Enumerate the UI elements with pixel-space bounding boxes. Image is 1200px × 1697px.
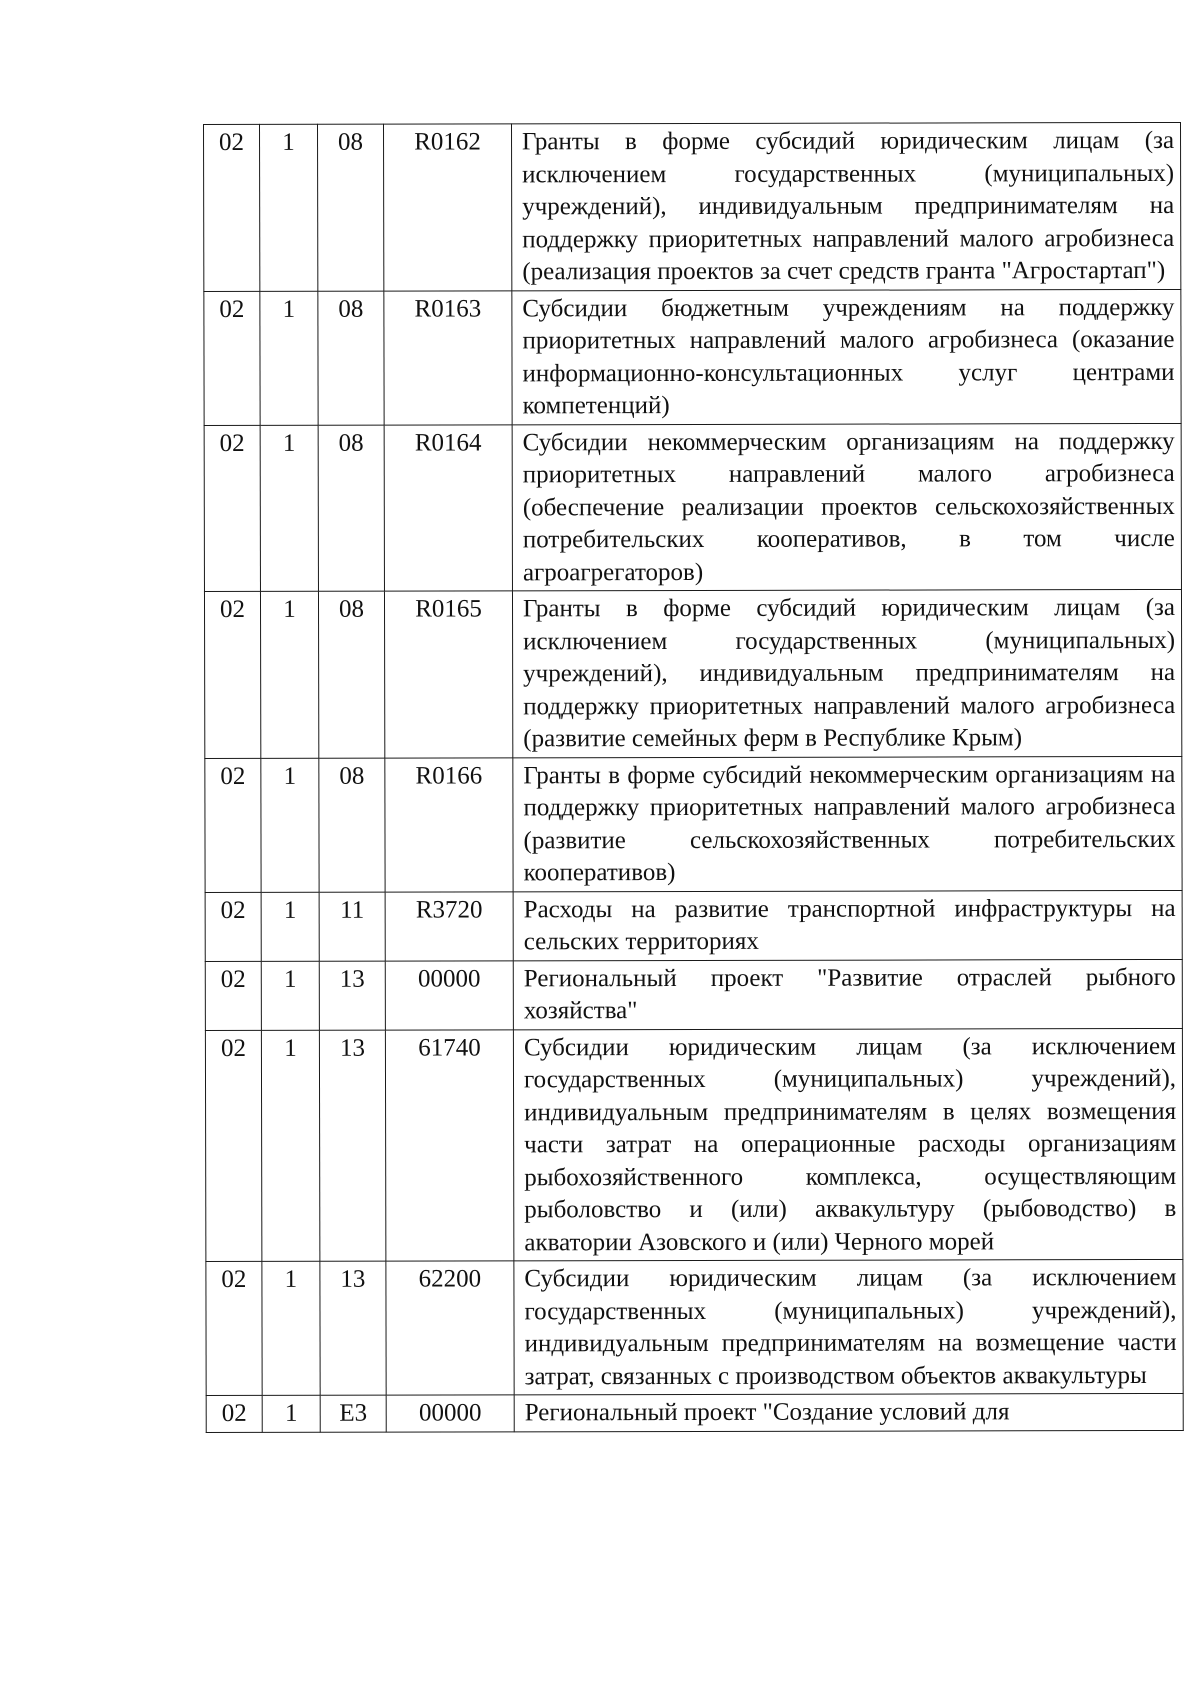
budget-code-table xyxy=(203,122,1184,1433)
direction-code-cell: R0162 xyxy=(384,124,512,291)
direction-code-cell: R0163 xyxy=(384,290,512,424)
subprogram-code-cell: 1 xyxy=(261,1030,319,1262)
table-row xyxy=(206,1393,1183,1432)
direction-code-cell: R0164 xyxy=(384,424,512,591)
subprogram-code-cell: 1 xyxy=(262,1395,320,1432)
direction-code-cell: R0166 xyxy=(385,757,513,891)
event-code-cell: 11 xyxy=(319,892,385,961)
program-code-cell: 02 xyxy=(204,124,260,291)
description-cell: Региональный проект "Создание условий для xyxy=(514,1393,1183,1431)
table-row xyxy=(206,1259,1183,1395)
table-row xyxy=(204,423,1181,592)
description-cell: Субсидии юридическим лицам (за исключением государственных (муниципальных) учреждений), индивидуальным предпринимателям на возмещение части затрат, связанных с производством объектов аквакультуры xyxy=(514,1259,1183,1394)
program-code-cell: 02 xyxy=(206,1261,262,1395)
direction-code-cell: 62200 xyxy=(386,1261,514,1395)
subprogram-code-cell: 1 xyxy=(260,124,318,291)
event-code-cell: 13 xyxy=(320,1261,386,1395)
description-cell: Расходы на развитие транспортной инфраструктуры на сельских территориях xyxy=(513,890,1182,960)
description-cell: Субсидии бюджетным учреждениям на поддержку приоритетных направлений малого агробизнеса (оказание информационно-консультационных услуг центрами компетенций) xyxy=(512,289,1181,424)
event-code-cell: 08 xyxy=(318,291,384,425)
table-row xyxy=(204,289,1181,425)
subprogram-code-cell: 1 xyxy=(260,291,318,425)
subprogram-code-cell: 1 xyxy=(261,961,319,1030)
table-row xyxy=(205,756,1182,892)
description-cell: Региональный проект "Развитие отраслей рыбного хозяйства" xyxy=(513,959,1182,1029)
direction-code-cell: R3720 xyxy=(385,891,513,960)
table-row xyxy=(204,122,1181,291)
table-row xyxy=(204,589,1181,758)
description-cell: Субсидии некоммерческим организациям на поддержку приоритетных направлений малого агробизнеса (обеспечение реализации проектов сельскохозяйственных потребительских кооперативов, в том числе агроагрегаторов) xyxy=(512,423,1181,591)
event-code-cell: 13 xyxy=(319,961,385,1030)
program-code-cell: 02 xyxy=(205,892,261,961)
subprogram-code-cell: 1 xyxy=(262,1261,320,1395)
description-cell: Гранты в форме субсидий юридическим лицам (за исключением государственных (муниципальных) учреждений), индивидуальным предпринимателям на поддержку приоритетных направлений малого агробизнеса (развитие семейных ферм в Республике Крым) xyxy=(512,589,1181,757)
event-code-cell: 08 xyxy=(318,591,384,758)
subprogram-code-cell: 1 xyxy=(260,591,318,758)
event-code-cell: 13 xyxy=(319,1030,385,1262)
table-row xyxy=(205,1028,1182,1262)
direction-code-cell: 00000 xyxy=(385,960,513,1029)
program-code-cell: 02 xyxy=(205,961,261,1030)
direction-code-cell: 00000 xyxy=(386,1395,514,1432)
description-cell: Субсидии юридическим лицам (за исключением государственных (муниципальных) учреждений), индивидуальным предпринимателям в целях возмещения части затрат на операционные расходы организациям рыбохозяйственного комплекса, осуществляющим рыболовство и (или) аквакультуру (рыбоводство) в акватории Азовского и (или) Черного морей xyxy=(513,1028,1182,1261)
description-cell: Гранты в форме субсидий юридическим лицам (за исключением государственных (муниципальных) учреждений), индивидуальным предпринимателям на поддержку приоритетных направлений малого агробизнеса (реализация проектов за счет средств гранта "Агростартап") xyxy=(512,122,1181,290)
program-code-cell: 02 xyxy=(204,291,260,425)
subprogram-code-cell: 1 xyxy=(261,892,319,961)
program-code-cell: 02 xyxy=(205,758,261,892)
event-code-cell: 08 xyxy=(318,425,384,592)
subprogram-code-cell: 1 xyxy=(260,425,318,592)
event-code-cell: 08 xyxy=(319,758,385,892)
program-code-cell: 02 xyxy=(204,425,260,592)
subprogram-code-cell: 1 xyxy=(261,758,319,892)
program-code-cell: 02 xyxy=(205,1030,261,1262)
description-cell: Гранты в форме субсидий некоммерческим организациям на поддержку приоритетных направлений малого агробизнеса (развитие сельскохозяйственных потребительских кооперативов) xyxy=(513,756,1182,891)
direction-code-cell: R0165 xyxy=(384,591,512,758)
table-row xyxy=(205,890,1182,961)
event-code-cell: 08 xyxy=(318,124,384,291)
table-row xyxy=(205,959,1182,1030)
program-code-cell: 02 xyxy=(204,591,260,758)
direction-code-cell: 61740 xyxy=(385,1029,513,1261)
program-code-cell: 02 xyxy=(206,1395,262,1432)
table-body xyxy=(204,122,1184,1432)
event-code-cell: E3 xyxy=(320,1395,386,1432)
